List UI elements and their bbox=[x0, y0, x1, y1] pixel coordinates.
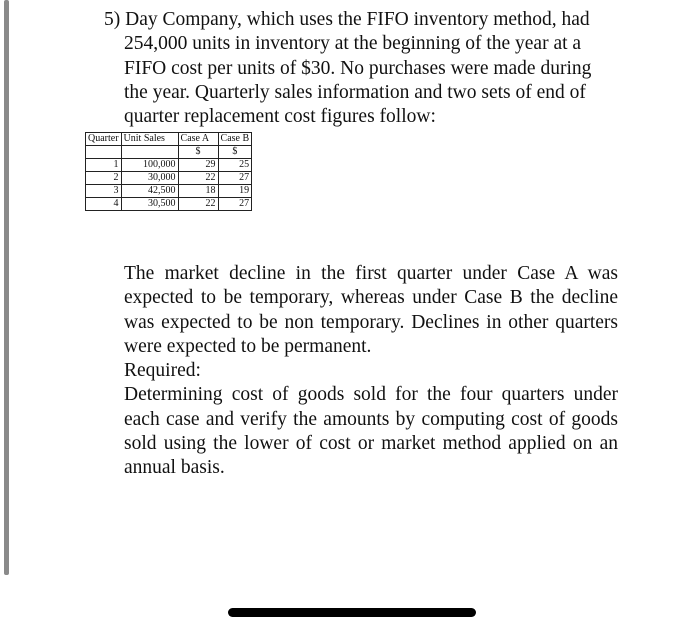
case-a-cell: 22 bbox=[178, 198, 218, 211]
problem-line: the year. Quarterly sales information and two sets of end of bbox=[124, 81, 586, 103]
requirement-paragraph: Determining cost of goods sold for the four quarters under each case and verify the amounts by computing cost of goods sold using the lower of cost or market method applied on an annual basis. bbox=[124, 384, 618, 479]
case-a-cell: 22 bbox=[178, 172, 218, 185]
case-b-cell: 19 bbox=[218, 185, 252, 198]
case-b-cell: 27 bbox=[218, 198, 252, 211]
quarter-cell: 1 bbox=[86, 159, 122, 172]
problem-line: quarter replacement cost figures follow: bbox=[124, 106, 436, 128]
quarter-cell: 3 bbox=[86, 185, 122, 198]
currency-symbol: $ bbox=[218, 146, 252, 159]
unit-sales-cell: 30,000 bbox=[121, 172, 178, 185]
problem-line: FIFO cost per units of $30. No purchases were made during bbox=[124, 57, 592, 79]
case-a-cell: 18 bbox=[178, 185, 218, 198]
problem-statement bbox=[104, 8, 629, 129]
table-row bbox=[86, 185, 252, 198]
table-row bbox=[86, 159, 252, 172]
required-label: Required: bbox=[124, 360, 201, 382]
market-decline-paragraph: The market decline in the first quarter under Case A was expected to be temporary, whereas under Case B the decline was expected to be non temporary. Declines in other quarters were expected to be permanent. bbox=[124, 263, 618, 357]
header-case-b: Case B bbox=[218, 133, 252, 146]
home-indicator[interactable] bbox=[228, 608, 476, 617]
table-row bbox=[86, 198, 252, 211]
table-header-row bbox=[86, 133, 252, 146]
currency-symbol: $ bbox=[178, 146, 218, 159]
scroll-indicator-bar bbox=[4, 0, 9, 575]
currency-row bbox=[86, 146, 252, 159]
case-b-cell: 27 bbox=[218, 172, 252, 185]
quarter-cell: 2 bbox=[86, 172, 122, 185]
table-row bbox=[86, 172, 252, 185]
case-b-cell: 25 bbox=[218, 159, 252, 172]
case-a-cell: 29 bbox=[178, 159, 218, 172]
replacement-cost-table bbox=[85, 132, 252, 211]
problem-line: 254,000 units in inventory at the beginning of the year at a bbox=[124, 33, 582, 55]
question-body bbox=[124, 262, 618, 481]
header-quarter: Quarter bbox=[86, 133, 122, 146]
problem-line: 5) Day Company, which uses the FIFO inventory method, had bbox=[104, 9, 590, 30]
table-cell bbox=[86, 146, 122, 159]
unit-sales-cell: 42,500 bbox=[121, 185, 178, 198]
unit-sales-cell: 30,500 bbox=[121, 198, 178, 211]
unit-sales-cell: 100,000 bbox=[121, 159, 178, 172]
quarter-cell: 4 bbox=[86, 198, 122, 211]
header-unit-sales: Unit Sales bbox=[121, 133, 178, 146]
header-case-a: Case A bbox=[178, 133, 218, 146]
table-cell bbox=[121, 146, 178, 159]
